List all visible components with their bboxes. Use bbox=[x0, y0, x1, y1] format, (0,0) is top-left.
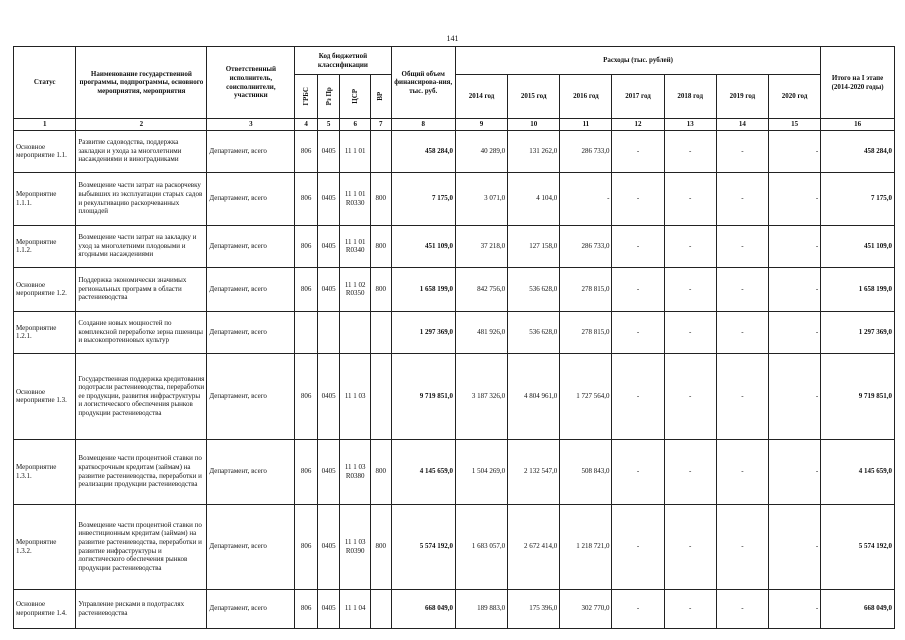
row-name: Возмещение части затрат на раскорчевку выбывших из эксплуатации старых садов и рекультивацию раскорчеванных площадей bbox=[76, 172, 207, 225]
row-rzpr bbox=[317, 311, 340, 353]
row-year-2016: - bbox=[560, 172, 612, 225]
row-year-2014: 40 289,0 bbox=[455, 130, 507, 172]
row-year-2016: 286 733,0 bbox=[560, 225, 612, 267]
row-year-2018: - bbox=[664, 589, 716, 628]
row-year-2019: - bbox=[716, 172, 768, 225]
row-year-2015: 4 104,0 bbox=[508, 172, 560, 225]
row-total-volume: 458 284,0 bbox=[391, 130, 455, 172]
row-responsible: Департамент, всего bbox=[207, 439, 295, 504]
row-year-2015: 2 132 547,0 bbox=[508, 439, 560, 504]
row-vr: 800 bbox=[371, 267, 391, 311]
row-year-2017: - bbox=[612, 172, 664, 225]
row-responsible: Департамент, всего bbox=[207, 267, 295, 311]
row-year-2017: - bbox=[612, 130, 664, 172]
row-status: Мероприятие 1.2.1. bbox=[14, 311, 76, 353]
column-index: 7 bbox=[371, 119, 391, 131]
row-year-2015: 127 158,0 bbox=[508, 225, 560, 267]
row-status: Основное мероприятие 1.1. bbox=[14, 130, 76, 172]
column-index-row bbox=[14, 119, 895, 131]
table-row bbox=[14, 267, 895, 311]
row-csr: 11 1 03 bbox=[340, 353, 371, 439]
row-status: Основное мероприятие 1.4. bbox=[14, 589, 76, 628]
column-index: 4 bbox=[295, 119, 318, 131]
row-year-2018: - bbox=[664, 172, 716, 225]
row-year-2020: - bbox=[768, 439, 820, 504]
header-year-2016: 2016 год bbox=[560, 75, 612, 119]
row-grbs: 806 bbox=[295, 267, 318, 311]
table-row bbox=[14, 504, 895, 589]
row-total-volume: 9 719 851,0 bbox=[391, 353, 455, 439]
budget-table bbox=[13, 46, 895, 629]
row-vr bbox=[371, 589, 391, 628]
row-total-volume: 4 145 659,0 bbox=[391, 439, 455, 504]
row-responsible: Департамент, всего bbox=[207, 130, 295, 172]
header-expenses-group: Расходы (тыс. рублей) bbox=[455, 47, 820, 75]
row-year-2016: 278 815,0 bbox=[560, 267, 612, 311]
row-year-2018: - bbox=[664, 353, 716, 439]
header-year-2017: 2017 год bbox=[612, 75, 664, 119]
row-total-volume: 451 109,0 bbox=[391, 225, 455, 267]
row-year-2018: - bbox=[664, 267, 716, 311]
row-itogo: 1 658 199,0 bbox=[821, 267, 895, 311]
row-year-2014: 3 071,0 bbox=[455, 172, 507, 225]
table-row bbox=[14, 172, 895, 225]
row-responsible: Департамент, всего bbox=[207, 504, 295, 589]
header-rzpr: Рз Пр bbox=[317, 75, 340, 119]
row-year-2014: 481 926,0 bbox=[455, 311, 507, 353]
row-year-2019: - bbox=[716, 311, 768, 353]
table-row bbox=[14, 353, 895, 439]
row-year-2015: 536 628,0 bbox=[508, 311, 560, 353]
row-year-2017: - bbox=[612, 353, 664, 439]
row-vr bbox=[371, 353, 391, 439]
row-itogo: 4 145 659,0 bbox=[821, 439, 895, 504]
row-year-2018: - bbox=[664, 311, 716, 353]
column-index: 12 bbox=[612, 119, 664, 131]
row-year-2016: 278 815,0 bbox=[560, 311, 612, 353]
row-responsible: Департамент, всего bbox=[207, 353, 295, 439]
header-year-2014: 2014 год bbox=[455, 75, 507, 119]
row-vr: 800 bbox=[371, 225, 391, 267]
row-grbs: 806 bbox=[295, 439, 318, 504]
row-csr: 11 1 01 R0340 bbox=[340, 225, 371, 267]
column-index: 15 bbox=[768, 119, 820, 131]
row-year-2020: - bbox=[768, 267, 820, 311]
row-year-2019: - bbox=[716, 504, 768, 589]
row-rzpr: 0405 bbox=[317, 267, 340, 311]
row-csr: 11 1 02 R0350 bbox=[340, 267, 371, 311]
header-vr: ВР bbox=[371, 75, 391, 119]
row-year-2017: - bbox=[612, 439, 664, 504]
column-index: 14 bbox=[716, 119, 768, 131]
row-year-2017: - bbox=[612, 267, 664, 311]
row-grbs: 806 bbox=[295, 130, 318, 172]
row-total-volume: 1 297 369,0 bbox=[391, 311, 455, 353]
row-rzpr: 0405 bbox=[317, 589, 340, 628]
table-row bbox=[14, 439, 895, 504]
row-csr: 11 1 04 bbox=[340, 589, 371, 628]
column-index: 16 bbox=[821, 119, 895, 131]
header-itogo: Итого на I этапе (2014-2020 годы) bbox=[821, 47, 895, 119]
row-year-2016: 1 218 721,0 bbox=[560, 504, 612, 589]
row-status: Мероприятие 1.1.1. bbox=[14, 172, 76, 225]
row-year-2017: - bbox=[612, 225, 664, 267]
row-rzpr: 0405 bbox=[317, 439, 340, 504]
row-year-2018: - bbox=[664, 504, 716, 589]
row-year-2016: 1 727 564,0 bbox=[560, 353, 612, 439]
header-csr: ЦСР bbox=[340, 75, 371, 119]
row-year-2016: 286 733,0 bbox=[560, 130, 612, 172]
column-index: 6 bbox=[340, 119, 371, 131]
row-itogo: 7 175,0 bbox=[821, 172, 895, 225]
row-rzpr: 0405 bbox=[317, 504, 340, 589]
header-code-group: Код бюджетной классификации bbox=[295, 47, 391, 75]
header-status: Статус bbox=[14, 47, 76, 119]
row-year-2015: 175 396,0 bbox=[508, 589, 560, 628]
row-year-2015: 131 262,0 bbox=[508, 130, 560, 172]
row-responsible: Департамент, всего bbox=[207, 172, 295, 225]
row-status: Мероприятие 1.3.1. bbox=[14, 439, 76, 504]
column-index: 13 bbox=[664, 119, 716, 131]
row-rzpr: 0405 bbox=[317, 353, 340, 439]
header-year-2020: 2020 год bbox=[768, 75, 820, 119]
page-number: 141 bbox=[446, 34, 459, 43]
row-itogo: 1 297 369,0 bbox=[821, 311, 895, 353]
row-csr bbox=[340, 311, 371, 353]
row-year-2020: - bbox=[768, 504, 820, 589]
header-responsible: Ответственный исполнитель, соисполнители, участники bbox=[207, 47, 295, 119]
column-index: 2 bbox=[76, 119, 207, 131]
row-itogo: 668 049,0 bbox=[821, 589, 895, 628]
row-total-volume: 1 658 199,0 bbox=[391, 267, 455, 311]
row-year-2014: 37 218,0 bbox=[455, 225, 507, 267]
row-grbs: 806 bbox=[295, 504, 318, 589]
row-itogo: 9 719 851,0 bbox=[821, 353, 895, 439]
row-vr bbox=[371, 311, 391, 353]
row-grbs bbox=[295, 311, 318, 353]
row-rzpr: 0405 bbox=[317, 225, 340, 267]
row-status: Мероприятие 1.1.2. bbox=[14, 225, 76, 267]
row-name: Создание новых мощностей по комплексной переработке зерна пшеницы и высокопротеиновых культур bbox=[76, 311, 207, 353]
row-year-2019: - bbox=[716, 589, 768, 628]
header-name: Наименование государственной программы, подпрограммы, основного мероприятия, мероприятия bbox=[76, 47, 207, 119]
row-total-volume: 5 574 192,0 bbox=[391, 504, 455, 589]
row-total-volume: 668 049,0 bbox=[391, 589, 455, 628]
row-name: Поддержка экономически значимых региональных программ в области растениеводства bbox=[76, 267, 207, 311]
row-year-2020: - bbox=[768, 353, 820, 439]
row-year-2016: 508 843,0 bbox=[560, 439, 612, 504]
row-status: Основное мероприятие 1.2. bbox=[14, 267, 76, 311]
row-name: Возмещение части процентной ставки по краткосрочным кредитам (займам) на развитие растениеводства, переработки и реализации продукции растениеводства bbox=[76, 439, 207, 504]
row-year-2016: 302 770,0 bbox=[560, 589, 612, 628]
row-csr: 11 1 01 R0330 bbox=[340, 172, 371, 225]
row-responsible: Департамент, всего bbox=[207, 225, 295, 267]
column-index: 11 bbox=[560, 119, 612, 131]
row-itogo: 458 284,0 bbox=[821, 130, 895, 172]
row-status: Мероприятие 1.3.2. bbox=[14, 504, 76, 589]
row-responsible: Департамент, всего bbox=[207, 311, 295, 353]
row-year-2019: - bbox=[716, 225, 768, 267]
row-name: Управление рисками в подотраслях растениеводства bbox=[76, 589, 207, 628]
row-vr: 800 bbox=[371, 439, 391, 504]
row-year-2019: - bbox=[716, 267, 768, 311]
row-responsible: Департамент, всего bbox=[207, 589, 295, 628]
column-index: 8 bbox=[391, 119, 455, 131]
row-year-2019: - bbox=[716, 353, 768, 439]
row-csr: 11 1 03 R0380 bbox=[340, 439, 371, 504]
header-year-2019: 2019 год bbox=[716, 75, 768, 119]
table-row bbox=[14, 130, 895, 172]
row-csr: 11 1 03 R0390 bbox=[340, 504, 371, 589]
row-year-2020: - bbox=[768, 225, 820, 267]
row-grbs: 806 bbox=[295, 172, 318, 225]
header-total-volume: Общий объем финансирова-ния, тыс. руб. bbox=[391, 47, 455, 119]
column-index: 9 bbox=[455, 119, 507, 131]
table-body bbox=[14, 130, 895, 628]
row-year-2017: - bbox=[612, 504, 664, 589]
row-name: Возмещение части процентной ставки по инвестиционным кредитам (займам) на развитие растениеводства, переработки и развитие инфраструктуры и логистического обеспечения рынков продукции растениеводства bbox=[76, 504, 207, 589]
row-total-volume: 7 175,0 bbox=[391, 172, 455, 225]
row-year-2014: 3 187 326,0 bbox=[455, 353, 507, 439]
row-name: Развитие садоводства, поддержка закладки и ухода за многолетними насаждениями и виноградниками bbox=[76, 130, 207, 172]
table-row bbox=[14, 589, 895, 628]
row-itogo: 451 109,0 bbox=[821, 225, 895, 267]
row-year-2019: - bbox=[716, 130, 768, 172]
column-index: 5 bbox=[317, 119, 340, 131]
row-vr: 800 bbox=[371, 172, 391, 225]
row-year-2014: 1 683 057,0 bbox=[455, 504, 507, 589]
row-year-2020: - bbox=[768, 589, 820, 628]
row-year-2014: 842 756,0 bbox=[455, 267, 507, 311]
row-year-2014: 1 504 269,0 bbox=[455, 439, 507, 504]
row-year-2015: 2 672 414,0 bbox=[508, 504, 560, 589]
row-year-2018: - bbox=[664, 439, 716, 504]
column-index: 1 bbox=[14, 119, 76, 131]
row-year-2017: - bbox=[612, 589, 664, 628]
row-rzpr: 0405 bbox=[317, 172, 340, 225]
row-year-2019: - bbox=[716, 439, 768, 504]
row-name: Государственная поддержка кредитования подотрасли растениеводства, переработки ее продукции, развития инфраструктуры и логистического обеспечения рынков продукции растениеводства bbox=[76, 353, 207, 439]
column-index: 3 bbox=[207, 119, 295, 131]
row-year-2014: 189 883,0 bbox=[455, 589, 507, 628]
row-year-2020: - bbox=[768, 130, 820, 172]
row-year-2020: - bbox=[768, 311, 820, 353]
row-grbs: 806 bbox=[295, 225, 318, 267]
header-year-2015: 2015 год bbox=[508, 75, 560, 119]
row-status: Основное мероприятие 1.3. bbox=[14, 353, 76, 439]
row-year-2018: - bbox=[664, 225, 716, 267]
row-year-2020: - bbox=[768, 172, 820, 225]
row-vr bbox=[371, 130, 391, 172]
column-index: 10 bbox=[508, 119, 560, 131]
row-grbs: 806 bbox=[295, 589, 318, 628]
row-vr: 800 bbox=[371, 504, 391, 589]
table-row bbox=[14, 225, 895, 267]
row-itogo: 5 574 192,0 bbox=[821, 504, 895, 589]
row-csr: 11 1 01 bbox=[340, 130, 371, 172]
header-year-2018: 2018 год bbox=[664, 75, 716, 119]
row-rzpr: 0405 bbox=[317, 130, 340, 172]
row-name: Возмещение части затрат на закладку и уход за многолетними плодовыми и ягодными насаждениями bbox=[76, 225, 207, 267]
row-year-2017: - bbox=[612, 311, 664, 353]
row-year-2018: - bbox=[664, 130, 716, 172]
table-row bbox=[14, 311, 895, 353]
row-year-2015: 536 628,0 bbox=[508, 267, 560, 311]
header-grbs: ГРБС bbox=[295, 75, 318, 119]
row-grbs: 806 bbox=[295, 353, 318, 439]
row-year-2015: 4 804 961,0 bbox=[508, 353, 560, 439]
